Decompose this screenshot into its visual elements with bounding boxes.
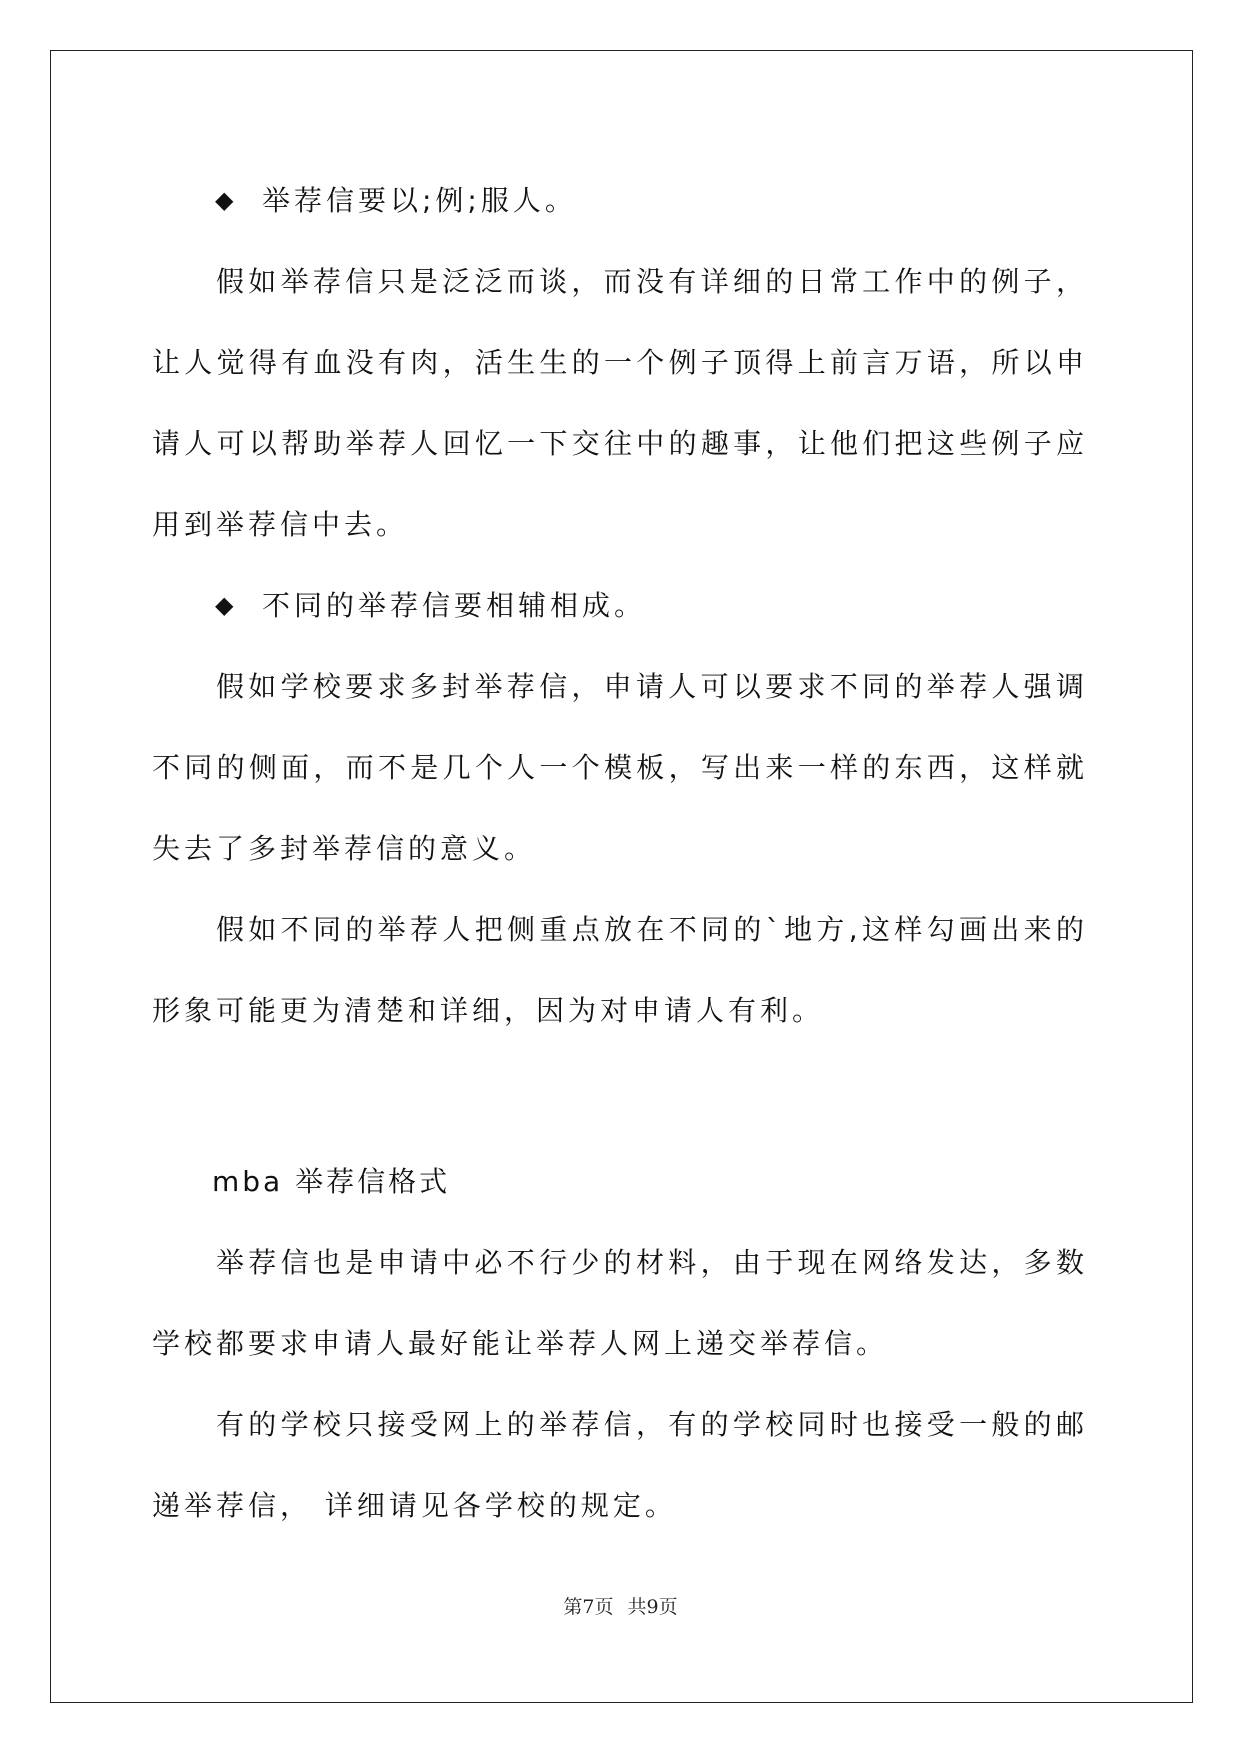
section-heading: mba 举荐信格式 <box>212 1165 451 1198</box>
diamond-bullet-icon: ◆ <box>215 591 238 619</box>
paragraph: 假如学校要求多封举荐信，申请人可以要求不同的举荐人强调不同的侧面，而不是几个人一个模板，写出来一样的东西，这样就失去了多封举荐信的意义。 <box>152 670 1088 865</box>
page-total: 共9页 <box>627 1596 678 1618</box>
paragraph: 举荐信也是申请中必不行少的材料，由于现在网络发达，多数学校都要求申请人最好能让举荐人网上递交举荐信。 <box>152 1246 1088 1360</box>
page-footer <box>0 1592 1241 1619</box>
diamond-bullet-icon: ◆ <box>215 186 238 214</box>
bullet-point-2 <box>152 565 1088 646</box>
paragraph: 有的学校只接受网上的举荐信，有的学校同时也接受一般的邮递举荐信， 详细请见各学校的规定。 <box>152 1408 1088 1522</box>
paragraph: 假如不同的举荐人把侧重点放在不同的`地方,这样勾画出来的形象可能更为清楚和详细，因为对申请人有利。 <box>152 913 1088 1027</box>
document-body <box>152 160 1088 1546</box>
bullet-point-1 <box>152 160 1088 241</box>
paragraph: 假如举荐信只是泛泛而谈，而没有详细的日常工作中的例子，让人觉得有血没有肉，活生生的一个例子顶得上前言万语，所以申请人可以帮助举荐人回忆一下交往中的趣事，让他们把这些例子应用到举荐信中去。 <box>152 265 1088 541</box>
page-number: 第7页 <box>563 1596 614 1618</box>
bullet-text: 不同的举荐信要相辅相成。 <box>262 589 647 622</box>
spacer <box>152 1051 1088 1141</box>
bullet-text: 举荐信要以;例;服人。 <box>262 184 577 217</box>
